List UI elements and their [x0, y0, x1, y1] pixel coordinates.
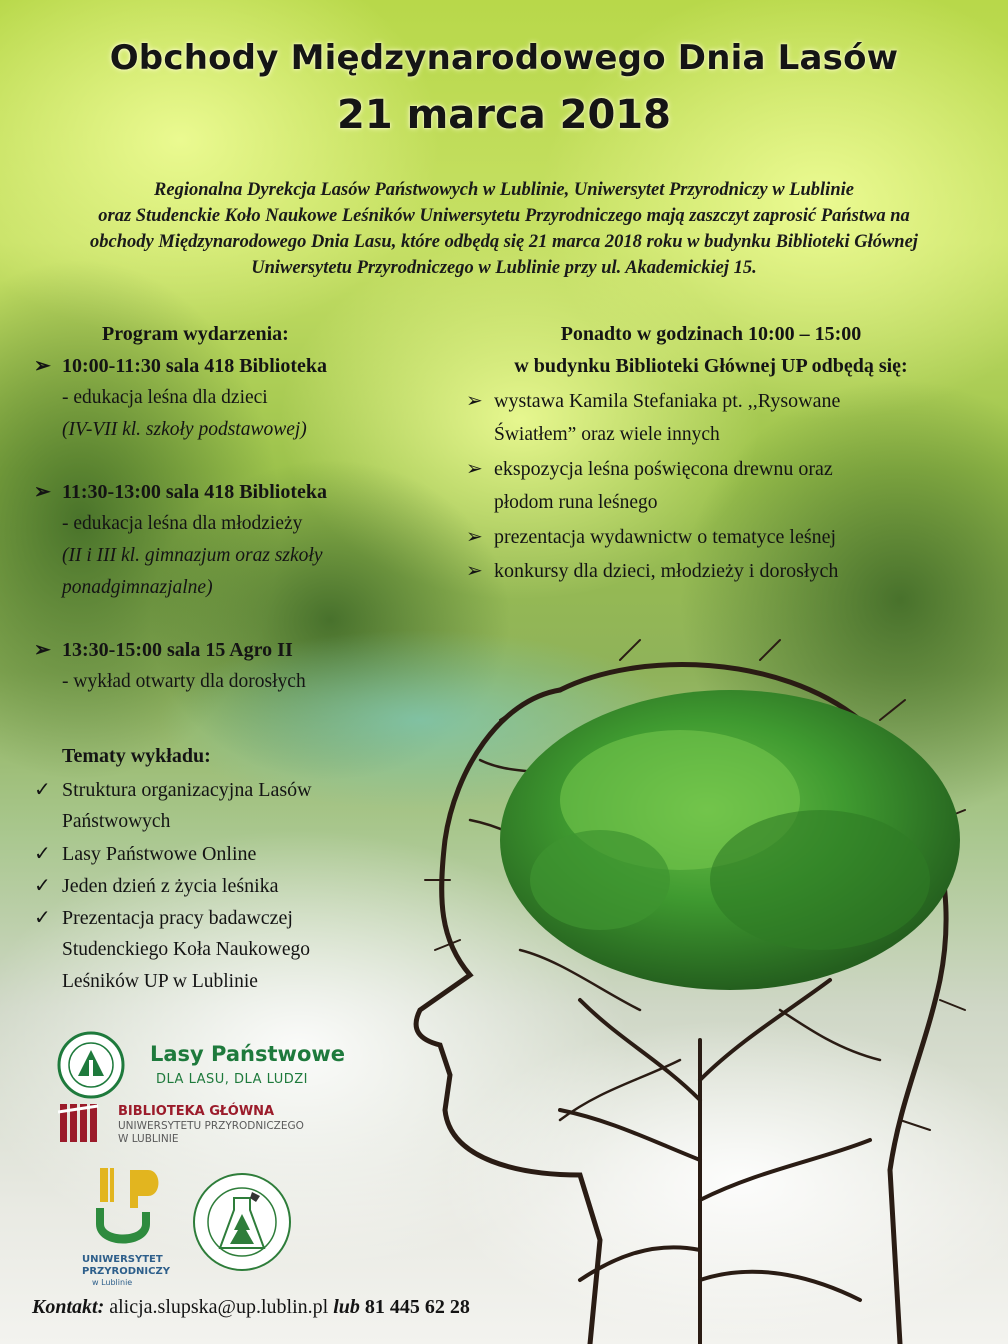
- topic-item: ✓ Lasy Państwowe Online: [34, 838, 434, 870]
- program-desc: - edukacja leśna dla dzieci: [62, 387, 268, 408]
- up-line: w Lublinie: [92, 1278, 133, 1287]
- arrow-bullet-icon: ➢: [34, 639, 51, 661]
- arrow-bullet-icon: ➢: [466, 390, 483, 412]
- check-bullet-icon: ✓: [34, 843, 51, 865]
- contact-or: lub: [333, 1296, 360, 1318]
- arrow-bullet-icon: ➢: [34, 355, 51, 377]
- biblioteka-line: BIBLIOTEKA GŁÓWNA: [118, 1104, 275, 1119]
- topic-item: ✓ Struktura organizacyjna Lasów: [34, 774, 434, 806]
- biblioteka-line: W LUBLINIE: [118, 1133, 179, 1145]
- logo-lasy-panstwowe: [56, 1030, 356, 1100]
- logo-skn-lesnikow: [190, 1170, 300, 1280]
- lasy-slogan: DLA LASU, DLA LUDZI: [156, 1072, 308, 1087]
- up-line: UNIWERSYTET: [82, 1254, 163, 1265]
- contact-email[interactable]: alicja.slupska@up.lublin.pl: [109, 1296, 329, 1318]
- intro-line: obchody Międzynarodowego Dnia Lasu, które odbędą się 21 marca 2018 roku w budynku Biblioteki Głównej: [90, 232, 918, 252]
- page-title: Obchody Międzynarodowego Dnia Lasów: [109, 38, 899, 78]
- extra-item-cont: płodom runa leśnego: [494, 492, 658, 513]
- extra-item: ➢ prezentacja wydawnictw o tematyce leśnej: [466, 520, 986, 554]
- intro-line: Uniwersytetu Przyrodniczego w Lublinie przy ul. Akademickiej 15.: [251, 258, 757, 278]
- program-note: (IV-VII kl. szkoły podstawowej): [62, 419, 307, 440]
- extra-item-cont: Światłem” oraz wiele innych: [494, 424, 720, 445]
- contact-line: [32, 1296, 470, 1319]
- topic-item-cont: Państwowych: [62, 811, 171, 832]
- check-bullet-icon: ✓: [34, 875, 51, 897]
- program-item: [34, 350, 434, 446]
- arrow-bullet-icon: ➢: [34, 481, 51, 503]
- contact-phone[interactable]: 81 445 62 28: [364, 1296, 470, 1318]
- program-section: [34, 320, 434, 698]
- topic-item: ✓ Prezentacja pracy badawczej: [34, 902, 434, 934]
- skn-emblem-icon: [190, 1170, 294, 1274]
- program-time: 10:00-11:30 sala 418 Biblioteka: [62, 355, 328, 377]
- topic-item: ✓ Jeden dzień z życia leśnika: [34, 870, 434, 902]
- program-item: [34, 476, 434, 604]
- topic-item-cont: Leśników UP w Lublinie: [62, 971, 258, 992]
- up-line: PRZYRODNICZY: [82, 1266, 170, 1277]
- extra-item: ➢ konkursy dla dzieci, młodzieży i dorosłych: [466, 554, 986, 588]
- program-time: 13:30-15:00 sala 15 Agro II: [62, 639, 293, 661]
- up-emblem-icon: [90, 1162, 170, 1254]
- logo-biblioteka: [58, 1100, 358, 1146]
- extra-section: [466, 318, 986, 588]
- logo-uniwersytet: [82, 1162, 182, 1288]
- program-item: [34, 634, 434, 698]
- biblioteka-emblem-icon: [58, 1100, 112, 1144]
- program-desc: - wykład otwarty dla dorosłych: [62, 671, 306, 692]
- biblioteka-line: UNIWERSYTETU PRZYRODNICZEGO: [118, 1120, 304, 1132]
- program-time: 11:30-13:00 sala 418 Biblioteka: [62, 481, 328, 503]
- check-bullet-icon: ✓: [34, 779, 51, 801]
- topics-section: [34, 742, 434, 998]
- check-bullet-icon: ✓: [34, 907, 51, 929]
- intro-line: oraz Studenckie Koło Naukowe Leśników Uniwersytetu Przyrodniczego mają zaszczyt zaprosić Państwa na: [98, 206, 910, 226]
- extra-item: ➢ wystawa Kamila Stefaniaka pt. ,,Rysowane: [466, 384, 986, 418]
- program-note: (II i III kl. gimnazjum oraz szkoły: [62, 545, 323, 566]
- arrow-bullet-icon: ➢: [466, 458, 483, 480]
- arrow-bullet-icon: ➢: [466, 526, 483, 548]
- contact-label: Kontakt:: [32, 1296, 105, 1318]
- event-date: 21 marca 2018: [337, 92, 671, 138]
- topic-item-cont: Studenckiego Koła Naukowego: [62, 939, 311, 960]
- program-heading: Program wydarzenia:: [102, 323, 289, 345]
- intro-line: Regionalna Dyrekcja Lasów Państwowych w Lublinie, Uniwersytet Przyrodniczy w Lublinie: [154, 180, 854, 200]
- arrow-bullet-icon: ➢: [466, 560, 483, 582]
- program-note: ponadgimnazjalne): [62, 577, 213, 598]
- extra-heading: Ponadto w godzinach 10:00 – 15:00: [560, 323, 862, 345]
- lasy-emblem-icon: [56, 1030, 126, 1100]
- program-desc: - edukacja leśna dla młodzieży: [62, 513, 303, 534]
- topics-heading: Tematy wykładu:: [62, 745, 211, 767]
- intro-paragraph: [40, 177, 968, 281]
- lasy-name: Lasy Państwowe: [150, 1042, 346, 1066]
- extra-heading: w budynku Biblioteki Głównej UP odbędą się:: [514, 355, 908, 377]
- extra-item: ➢ ekspozycja leśna poświęcona drewnu oraz: [466, 452, 986, 486]
